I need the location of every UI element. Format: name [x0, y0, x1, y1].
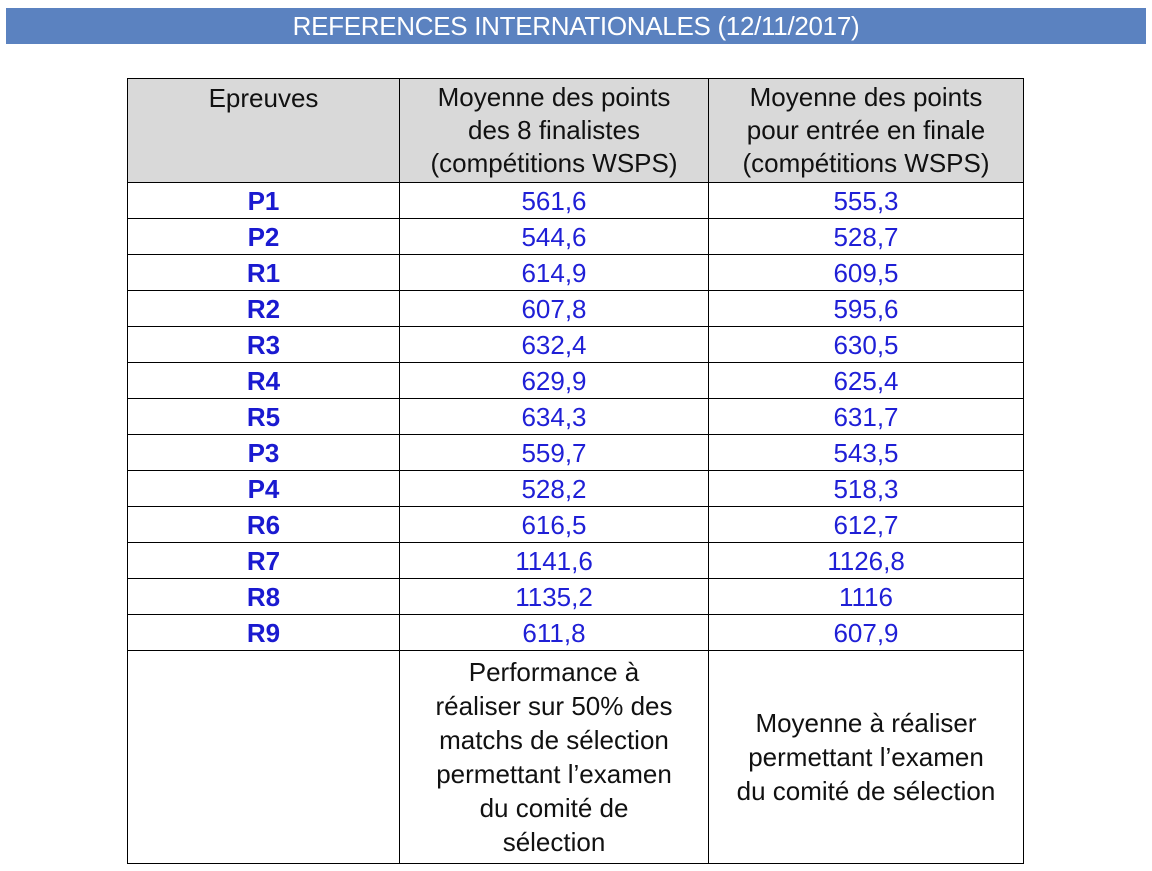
table-row [128, 471, 1024, 507]
avg-entry-cell: 528,7 [709, 219, 1024, 255]
avg-finalists-cell: 632,4 [400, 327, 709, 363]
footer-line: réaliser sur 50% des [435, 691, 673, 721]
event-cell: P1 [128, 183, 400, 219]
header-avg-entry [709, 79, 1024, 183]
table-row [128, 183, 1024, 219]
avg-finalists-cell: 611,8 [400, 615, 709, 651]
avg-finalists-cell: 607,8 [400, 291, 709, 327]
references-table [127, 78, 1024, 864]
header-line: Moyenne des points [437, 82, 671, 112]
avg-entry-cell: 630,5 [709, 327, 1024, 363]
avg-entry-cell: 625,4 [709, 363, 1024, 399]
header-line: (compétitions WSPS) [742, 148, 990, 178]
avg-entry-cell: 1116 [709, 579, 1024, 615]
avg-entry-cell: 607,9 [709, 615, 1024, 651]
header-row [128, 79, 1024, 183]
event-cell: R7 [128, 543, 400, 579]
avg-finalists-cell: 629,9 [400, 363, 709, 399]
avg-finalists-cell: 544,6 [400, 219, 709, 255]
table-row [128, 219, 1024, 255]
avg-entry-cell: 631,7 [709, 399, 1024, 435]
header-epreuves [128, 79, 400, 183]
event-cell: R1 [128, 255, 400, 291]
avg-finalists-cell: 1135,2 [400, 579, 709, 615]
table-row [128, 543, 1024, 579]
avg-finalists-cell: 616,5 [400, 507, 709, 543]
event-cell: R9 [128, 615, 400, 651]
avg-entry-cell: 612,7 [709, 507, 1024, 543]
footer-empty-cell [128, 651, 400, 864]
header-line: (compétitions WSPS) [430, 148, 678, 178]
event-cell: R6 [128, 507, 400, 543]
avg-finalists-cell: 528,2 [400, 471, 709, 507]
avg-finalists-cell: 561,6 [400, 183, 709, 219]
avg-entry-cell: 518,3 [709, 471, 1024, 507]
table-row [128, 363, 1024, 399]
table-row [128, 615, 1024, 651]
event-cell: R2 [128, 291, 400, 327]
avg-entry-cell: 609,5 [709, 255, 1024, 291]
table-row [128, 507, 1024, 543]
footer-line: Performance à [468, 657, 640, 687]
footer-line: sélection [502, 827, 606, 857]
footer-average-note [709, 651, 1024, 864]
header-avg-finalists [400, 79, 709, 183]
avg-entry-cell: 1126,8 [709, 543, 1024, 579]
avg-entry-cell: 595,6 [709, 291, 1024, 327]
event-cell: R3 [128, 327, 400, 363]
table-row [128, 435, 1024, 471]
table-row [128, 255, 1024, 291]
event-cell: R4 [128, 363, 400, 399]
avg-entry-cell: 555,3 [709, 183, 1024, 219]
avg-finalists-cell: 614,9 [400, 255, 709, 291]
event-cell: P3 [128, 435, 400, 471]
footer-line: du comité de sélection [736, 776, 996, 806]
avg-finalists-cell: 634,3 [400, 399, 709, 435]
table-row [128, 579, 1024, 615]
footer-line: du comité de [479, 793, 629, 823]
event-cell: R8 [128, 579, 400, 615]
header-line: des 8 finalistes [468, 115, 640, 145]
footer-line: matchs de sélection [439, 725, 669, 755]
event-cell: P4 [128, 471, 400, 507]
footer-row [128, 651, 1024, 864]
header-line: Moyenne des points [749, 82, 983, 112]
header-line: pour entrée en finale [746, 115, 986, 145]
event-cell: P2 [128, 219, 400, 255]
table-footer [128, 651, 1024, 864]
table-row [128, 399, 1024, 435]
table-row [128, 327, 1024, 363]
event-cell: R5 [128, 399, 400, 435]
avg-finalists-cell: 559,7 [400, 435, 709, 471]
table-row [128, 291, 1024, 327]
footer-performance-note [400, 651, 709, 864]
avg-finalists-cell: 1141,6 [400, 543, 709, 579]
avg-entry-cell: 543,5 [709, 435, 1024, 471]
footer-line: permettant l’examen [436, 759, 672, 789]
table-body [128, 183, 1024, 651]
table-header [128, 79, 1024, 183]
footer-line: permettant l’examen [748, 742, 984, 772]
header-line: Epreuves [208, 83, 319, 113]
page-title: REFERENCES INTERNATIONALES (12/11/2017) [6, 8, 1146, 44]
footer-line: Moyenne à réaliser [755, 708, 977, 738]
